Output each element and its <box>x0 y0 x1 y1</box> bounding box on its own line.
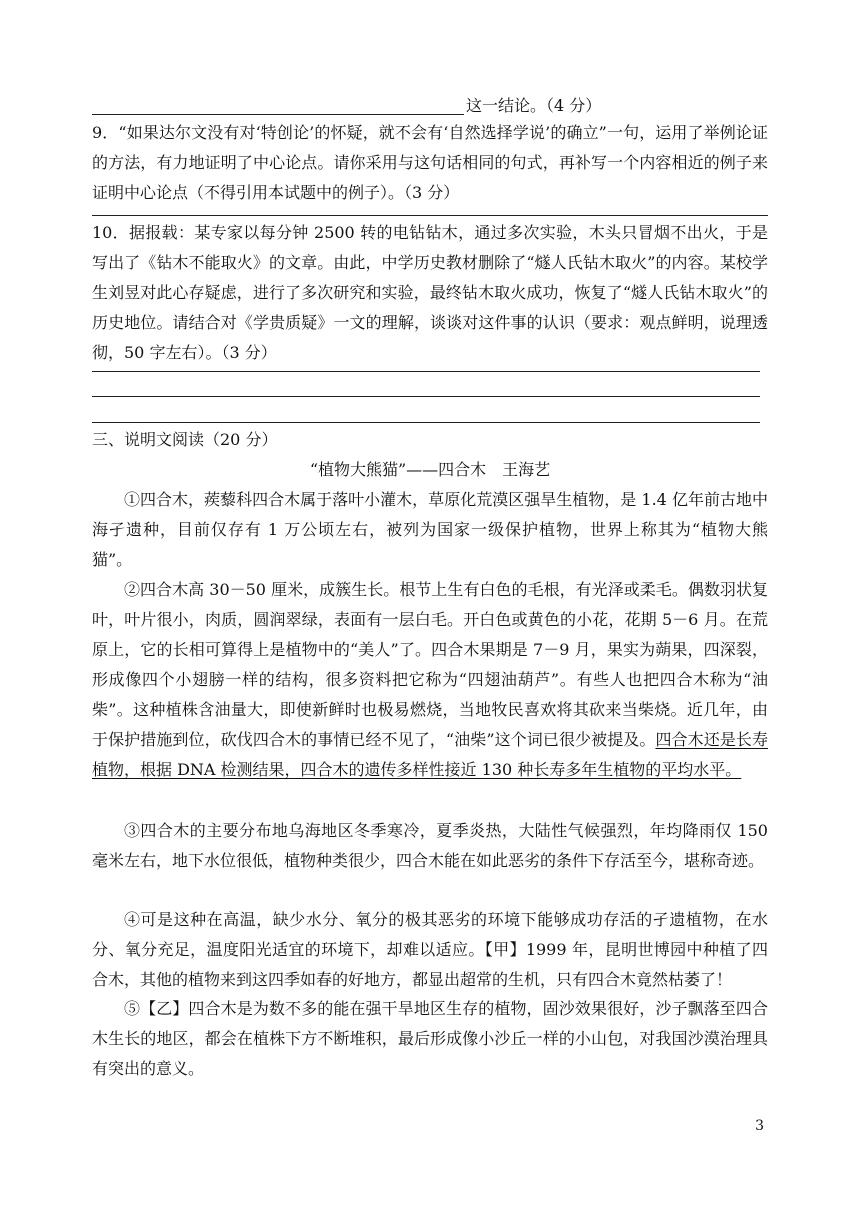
q8-answer-line[interactable] <box>92 114 464 115</box>
question-9: 9．“如果达尔文没有对‘特创论’的怀疑，就不会有‘自然选择学说’的确立”一句，运用了举例论证的方法，有力地证明了中心论点。请你采用与这句话相同的句式，再补写一个内容相近的例子来证明中心论点（不得引用本试题中的例子）。（3 分） <box>92 123 768 202</box>
paragraph-3: ③四合木的主要分布地乌海地区冬季寒冷，夏季炎热，大陆性气候强烈，年均降雨仅 150 毫米左右，地下水位很低，植物种类很少，四合木能在如此恶劣的条件下存活至今，堪称奇迹。 <box>92 821 768 870</box>
q9-answer-line[interactable] <box>92 215 768 216</box>
q10-answer-line-1[interactable] <box>92 371 760 372</box>
page-number: 3 <box>755 1118 764 1134</box>
paragraph-1: ①四合木，蒺藜科四合木属于落叶小灌木，草原化荒漠区强旱生植物，是 1.4 亿年前古地中海孑遗种，目前仅存有 1 万公顷左右，被列为国家一级保护植物，世界上称其为“植物大熊猫”。 <box>92 490 768 569</box>
q8-tail-text: 这一结论。（4 分） <box>466 96 602 115</box>
question-10: 10．据报载：某专家以每分钟 2500 转的电钻钻木，通过多次实验，木头只冒烟不出火，于是写出了《钻木不能取火》的文章。由此，中学历史教材删除了“燧人氏钻木取火”的内容。某校学生刘昱对此心存疑虑，进行了多次研究和实验，最终钻木取火成功，恢复了“燧人氏钻木取火”的历史地位。请结合对《学贵质疑》一文的理解，谈谈对这件事的认识（要求：观点鲜明，说理透彻，50 字左右）。（3 分） <box>92 223 768 362</box>
paragraph-2-underlined: 四合木还是长寿植物，根据 DNA 检测结果，四合木的遗传多样性接近 130 种长寿多年生植物的平均水平。 <box>92 730 768 779</box>
paragraph-2 <box>92 575 768 785</box>
article-title: “植物大熊猫”——四合木 王海艺 <box>309 460 551 479</box>
q10-answer-line-3[interactable] <box>92 422 760 423</box>
paragraph-2-main: ②四合木高 30－50 厘米，成簇生长。根节上生有白色的毛根，有光泽或柔毛。偶数羽状复叶，叶片很小，肉质，圆润翠绿，表面有一层白毛。开白色或黄色的小花，花期 5－6 月。在荒原上，它的长相可算得上是植物中的“美人”了。四合木果期是 7－9 月，果实为蒴果，四深裂，形成像四个小翅膀一样的结构，很多资料把它称为“四翅油葫芦”。有些人也把四合木称为“油柴”。这种植株含油量大，即使新鲜时也极易燃烧，当地牧民喜欢将其砍来当柴烧。近几年，由于保护措施到位，砍伐四合木的事情已经不见了，“油柴”这个词已很少被提及。 <box>92 580 768 749</box>
paragraph-4: ④可是这种在高温，缺少水分、氧分的极其恶劣的环境下能够成功存活的孑遗植物，在水分、氧分充足，温度阳光适宜的环境下，却难以适应。【甲】1999 年，昆明世博园中种植了四合木，其他的植物来到这四季如春的好地方，都显出超常的生机，只有四合木竟然枯萎了！ <box>92 910 768 989</box>
section-3-heading: 三、说明文阅读（20 分） <box>92 430 278 449</box>
paragraph-5: ⑤【乙】四合木是为数不多的能在强干旱地区生存的植物，固沙效果很好，沙子飘落至四合木生长的地区，都会在植株下方不断堆积，最后形成像小沙丘一样的小山包，对我国沙漠治理具有突出的意义。 <box>92 999 768 1078</box>
q10-answer-line-2[interactable] <box>92 396 760 397</box>
